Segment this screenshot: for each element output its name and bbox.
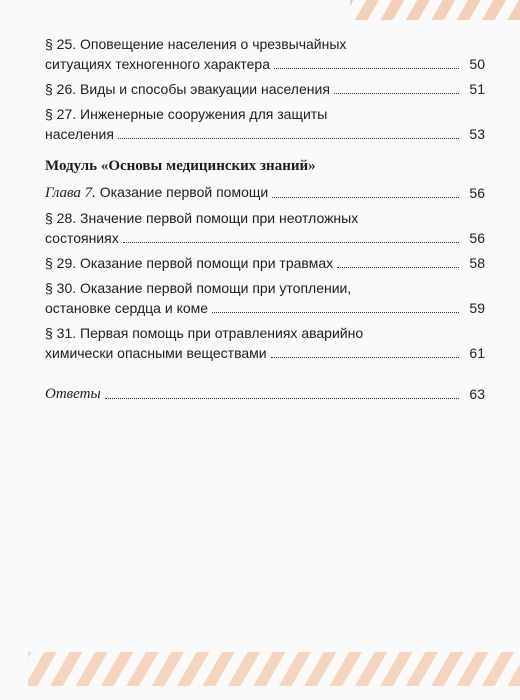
toc-entry-30-page: 59 — [469, 300, 485, 316]
toc-entry-30[interactable] — [45, 278, 485, 318]
toc-entry-29-page: 58 — [469, 255, 485, 271]
decorative-stripes-top — [350, 0, 520, 20]
toc-chapter-7[interactable] — [45, 182, 485, 203]
toc-answers-text: Ответы — [45, 386, 101, 402]
toc-entry-31[interactable] — [45, 323, 485, 363]
dot-leader — [212, 311, 459, 313]
toc-entry-26[interactable] — [45, 79, 485, 99]
dot-leader — [334, 92, 459, 94]
table-of-contents — [45, 34, 485, 409]
toc-chapter-7-page: 56 — [469, 185, 485, 201]
dot-leader — [272, 196, 459, 198]
dot-leader — [271, 356, 459, 358]
toc-entry-25-page: 50 — [469, 56, 485, 72]
toc-entry-31-line1: § 31. Первая помощь при отравлениях аварийно — [45, 325, 364, 341]
toc-entry-25[interactable] — [45, 34, 485, 74]
decorative-stripes-bottom — [28, 652, 520, 686]
toc-entry-29[interactable] — [45, 253, 485, 273]
toc-entry-26-text: § 26. Виды и способы эвакуации населения — [45, 81, 330, 97]
chapter-title: Оказание первой помощи — [99, 184, 269, 200]
dot-leader — [274, 67, 459, 69]
toc-entry-27-line2: населения — [45, 126, 114, 142]
toc-entry-25-line2: ситуациях техногенного характера — [45, 56, 270, 72]
dot-leader — [105, 397, 459, 399]
toc-entry-25-line1: § 25. Оповещение населения о чрезвычайных — [45, 36, 347, 52]
dot-leader — [123, 241, 459, 243]
dot-leader — [118, 137, 459, 139]
toc-entry-30-line1: § 30. Оказание первой помощи при утоплении, — [45, 280, 352, 296]
dot-leader — [337, 266, 459, 268]
toc-entry-28-line1: § 28. Значение первой помощи при неотложных — [45, 210, 359, 226]
module-heading: Модуль «Основы медицинских знаний» — [45, 158, 316, 174]
toc-answers-page: 63 — [469, 386, 485, 402]
toc-entry-28[interactable] — [45, 208, 485, 248]
toc-entry-31-line2: химически опасными веществами — [45, 345, 267, 361]
toc-entry-27-page: 53 — [469, 126, 485, 142]
toc-entry-28-page: 56 — [469, 230, 485, 246]
toc-entry-28-line2: состояниях — [45, 230, 119, 246]
toc-entry-27[interactable] — [45, 104, 485, 144]
toc-answers[interactable] — [45, 384, 485, 404]
toc-entry-31-page: 61 — [469, 345, 485, 361]
toc-entry-26-page: 51 — [469, 81, 485, 97]
toc-entry-27-line1: § 27. Инженерные сооружения для защиты — [45, 106, 328, 122]
chapter-label: Глава 7. — [45, 185, 96, 201]
toc-entry-30-line2: остановке сердца и коме — [45, 300, 209, 316]
toc-entry-29-text: § 29. Оказание первой помощи при травмах — [45, 255, 334, 271]
